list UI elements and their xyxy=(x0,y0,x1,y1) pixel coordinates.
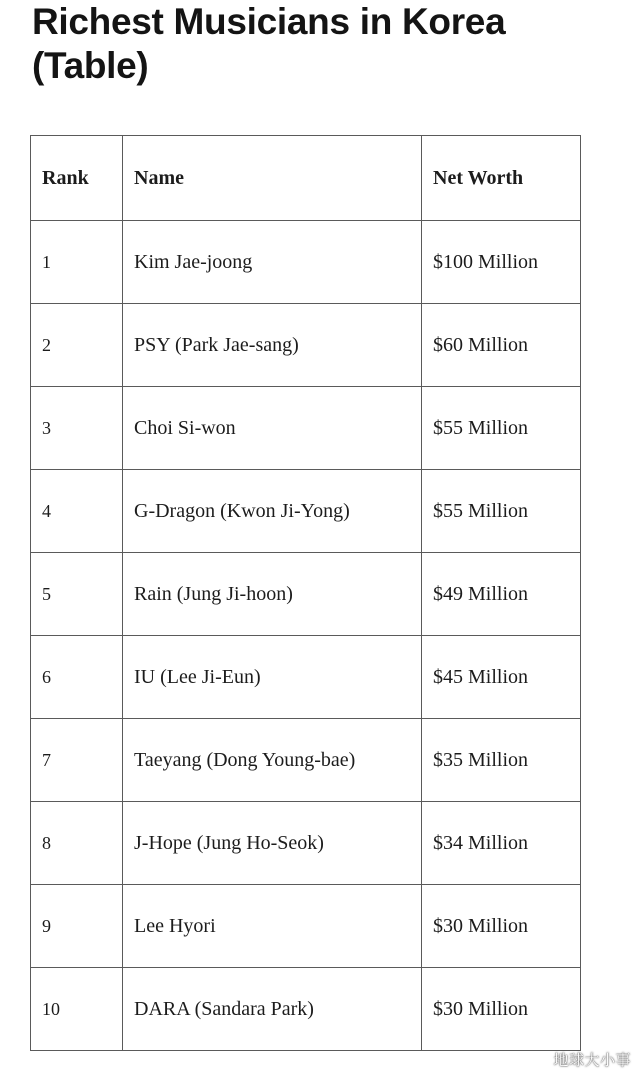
rank-cell: 5 xyxy=(31,553,123,636)
table-row xyxy=(31,885,581,968)
name-cell: Rain (Jung Ji-hoon) xyxy=(123,553,422,636)
net-worth-cell: $49 Million xyxy=(422,553,581,636)
table-row xyxy=(31,719,581,802)
table-row xyxy=(31,221,581,304)
table-header-row xyxy=(31,136,581,221)
net-worth-cell: $45 Million xyxy=(422,636,581,719)
watermark: 地球大小事 xyxy=(553,1051,631,1069)
header-name: Name xyxy=(123,136,422,221)
table-row xyxy=(31,470,581,553)
rank-cell: 10 xyxy=(31,968,123,1051)
net-worth-cell: $55 Million xyxy=(422,470,581,553)
table-row xyxy=(31,968,581,1051)
name-cell: Taeyang (Dong Young-bae) xyxy=(123,719,422,802)
net-worth-cell: $30 Million xyxy=(422,885,581,968)
header-rank: Rank xyxy=(31,136,123,221)
net-worth-cell: $34 Million xyxy=(422,802,581,885)
table-row xyxy=(31,636,581,719)
name-cell: J-Hope (Jung Ho-Seok) xyxy=(123,802,422,885)
name-cell: Choi Si-won xyxy=(123,387,422,470)
name-cell: Kim Jae-joong xyxy=(123,221,422,304)
name-cell: Lee Hyori xyxy=(123,885,422,968)
name-cell: IU (Lee Ji-Eun) xyxy=(123,636,422,719)
rank-cell: 3 xyxy=(31,387,123,470)
net-worth-cell: $60 Million xyxy=(422,304,581,387)
rank-cell: 7 xyxy=(31,719,123,802)
net-worth-cell: $100 Million xyxy=(422,221,581,304)
rank-cell: 1 xyxy=(31,221,123,304)
table-row xyxy=(31,304,581,387)
net-worth-cell: $30 Million xyxy=(422,968,581,1051)
musicians-table xyxy=(30,135,581,1051)
rank-cell: 8 xyxy=(31,802,123,885)
name-cell: PSY (Park Jae-sang) xyxy=(123,304,422,387)
table-row xyxy=(31,802,581,885)
net-worth-cell: $35 Million xyxy=(422,719,581,802)
page-title: Richest Musicians in Korea (Table) xyxy=(32,1,506,86)
net-worth-cell: $55 Million xyxy=(422,387,581,470)
table-row xyxy=(31,387,581,470)
rank-cell: 4 xyxy=(31,470,123,553)
header-net-worth: Net Worth xyxy=(422,136,581,221)
rank-cell: 6 xyxy=(31,636,123,719)
rank-cell: 9 xyxy=(31,885,123,968)
rank-cell: 2 xyxy=(31,304,123,387)
name-cell: G-Dragon (Kwon Ji-Yong) xyxy=(123,470,422,553)
name-cell: DARA (Sandara Park) xyxy=(123,968,422,1051)
table-row xyxy=(31,553,581,636)
